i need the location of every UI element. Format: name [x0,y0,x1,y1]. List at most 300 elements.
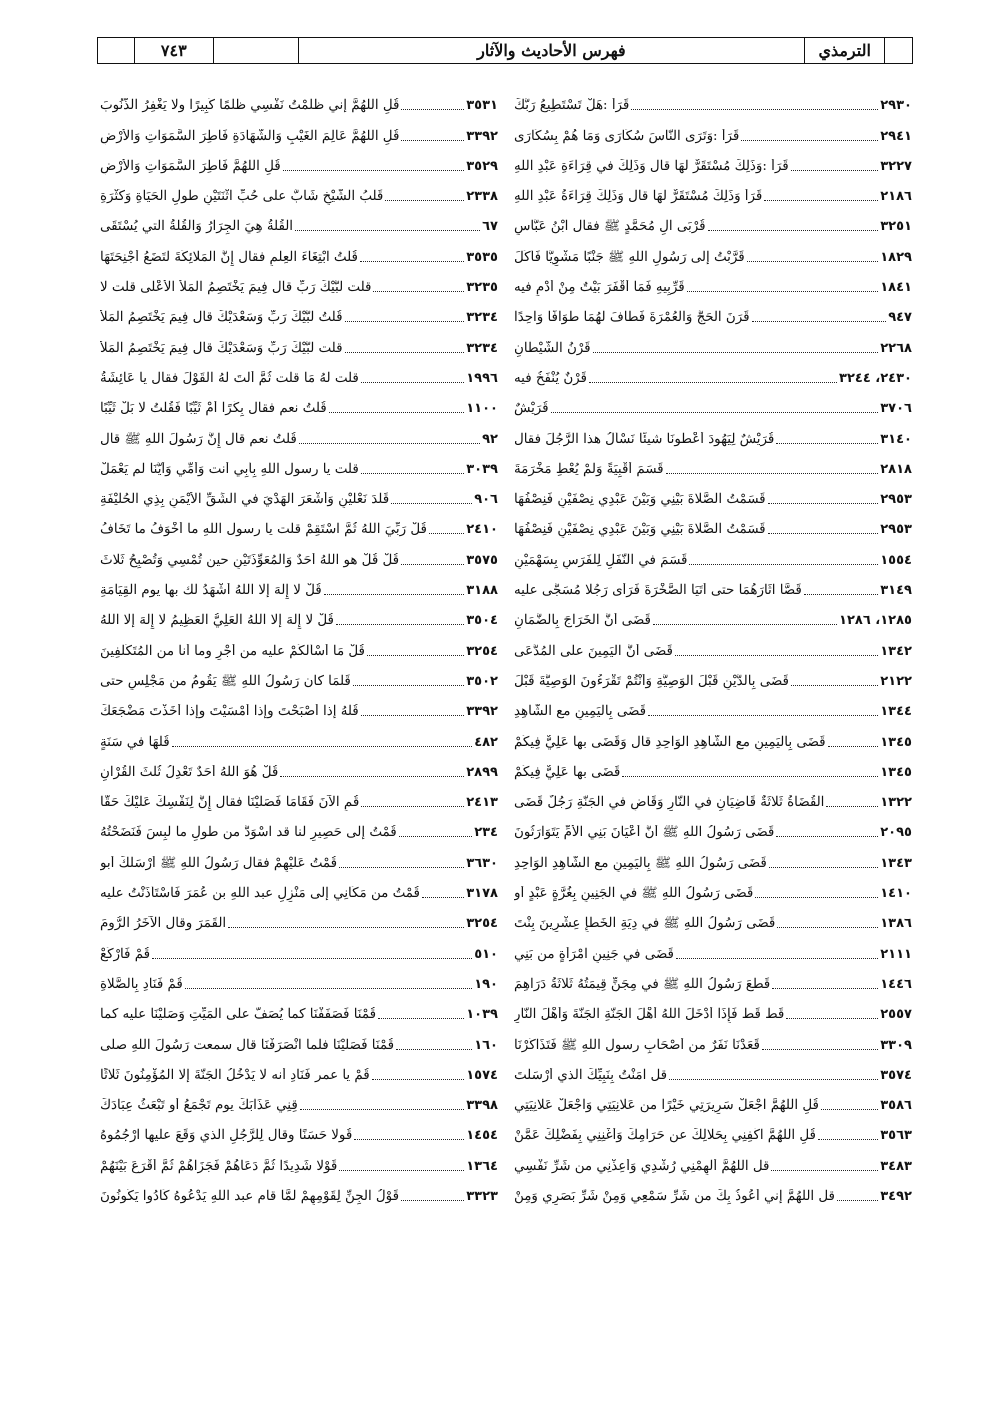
index-entry [100,1023,498,1053]
hadith-text: قَضَى أَنَّ الْخَرَاجَ بِالضَّمَانِ [514,613,651,629]
hadith-text: قل اللَّهُمَّ إني أَعُوذُ بِكَ من شَرِّ سَمْعِي وَمِنْ شَرِّ بَصَرِي وَمِنْ [514,1188,835,1204]
index-entry [514,963,912,993]
dot-leader [283,170,465,171]
dot-leader [786,1018,878,1019]
hadith-text: قُمْ فَارْكَعْ [100,946,151,962]
hadith-number: ١٣٤٤ [880,704,912,720]
dot-leader [361,382,464,383]
hadith-text: قُلْ هُوَ اللَّهُ أَحَدٌ تَعْدِلُ ثُلُثَ الْقُرْآنِ [100,764,279,780]
index-entry [100,84,498,114]
index-entry [100,235,498,265]
index-entry [100,963,498,993]
hadith-text: قُلْ مَا أَسْأَلُكُمْ عليه من أَجْرٍ وما أنا من الْمُتَكَلِّفِينَ [100,643,365,659]
index-entry [100,266,498,296]
hadith-text: قلت لَهُ مَا قلت ثُمَّ أَلْتَ لَهُ الْقَوْلَ فقال يا عَائِشَةُ [100,370,359,386]
index-entry [514,751,912,781]
page-title: فهرس الأحاديث والآثار [299,38,806,63]
hadith-number: ٥١٠ [474,946,498,962]
dot-leader [280,776,464,777]
hadith-text: قُلْتُ لَبَّيْكَ رَبِّ وَسَعْدَيْكَ قال فِيمَ يَخْتَصِمُ الْمَلَأُ [100,310,343,326]
hadith-text: قُلْ لَا إِلَهَ إلا اللَّهُ أَشْهَدُ لك بها يوم الْقِيَامَةِ [100,583,322,599]
dot-leader [373,291,464,292]
hadith-text: قُرَيْشٌ لِيَهُودَ أَعْطُونَا شيئًا نَسْأَلُ هذا الرَّجُلَ فقال [514,431,775,447]
hadith-number: ١٦٠ [474,1037,498,1053]
index-entry [100,538,498,568]
hadith-text: قَرْنُ الشَّيْطَانِ [514,340,591,356]
index-entry [514,781,912,811]
hadith-number: ١٣٤٢ [880,643,912,659]
dot-leader [336,624,464,625]
hadith-number: ١٣٨٦ [880,916,912,932]
hadith-number: ٣٢٥١ [880,219,912,235]
index-entry [100,902,498,932]
index-entry [514,538,912,568]
index-entry [100,296,498,326]
hadith-number: ١٣٤٣ [880,855,912,871]
hadith-text: قَطْ قَطْ فَإِذَا أَدْخَلَ اللَّهُ أَهْلَ الْجَنَّةِ الْجَنَّةَ وَأَهْلَ النَّارِ [514,1007,785,1023]
dot-leader [551,412,879,413]
hadith-number: ٣٢٣٤ [466,310,498,326]
header-cell-blank [214,38,299,63]
hadith-text: قَضَى بها عَلِيٌّ فِيكُمْ [514,764,621,780]
index-entry [514,932,912,962]
index-entry [514,569,912,599]
dot-leader [172,746,473,747]
dot-leader [669,1079,878,1080]
hadith-text: قَسَمْتُ الصَّلَاةَ بَيْنِي وَبَيْنَ عَبْدِي نِصْفَيْنِ فَنِصْفُهَا [514,492,766,508]
index-entry [100,1175,498,1205]
hadith-number: ١٣٤٥ [880,734,912,750]
dot-leader [741,140,878,141]
index-entry [514,1114,912,1144]
header-cell-blank-left [98,38,135,63]
hadith-number: ١٩٠ [474,976,498,992]
index-entry [514,841,912,871]
hadith-number: ٣٢٥٤ [466,916,498,932]
hadith-text: قَرَأَ :هَلْ تَسْتَطِيعُ رَبُّكَ [514,98,630,114]
dot-leader [401,109,464,110]
hadith-text: قُمْتُ عَلَيْهِمْ فقال رَسُولُ اللَّهِ ﷺ أَرْسَلَكَ أبو [100,855,338,871]
hadith-text: قَلَّدَ نَعْلَيْنِ وَأَشْعَرَ الْهَدْيَ في الشِّقِّ الْأَيْمَنِ بِذِي الْحُلَيْفَةِ [100,492,390,508]
index-entry [514,357,912,387]
dot-leader [675,655,878,656]
index-entry [100,175,498,205]
hadith-text: قُرْبَى آلِ مُحَمَّدٍ ﷺ فقال ابْنُ عَبَّاسٍ [514,219,706,235]
index-entry [100,932,498,962]
index-entry [100,478,498,508]
dot-leader [361,715,465,716]
index-entry [514,84,912,114]
dot-leader [339,867,464,868]
hadith-number: ١٣٢٢ [880,795,912,811]
left-column [100,84,498,1384]
dot-leader [771,1170,878,1171]
index-entry [514,205,912,235]
dot-leader [828,746,879,747]
index-entry [514,417,912,447]
dot-leader [826,806,878,807]
index-entry [514,448,912,478]
hadith-text: قُلْتُ نعم قال إِنَّ رَسُولَ اللَّهِ ﷺ قال [100,431,297,447]
dot-leader [777,927,878,928]
index-entry [514,629,912,659]
hadith-number: ٣٢٣٥ [466,280,498,296]
index-entry [514,266,912,296]
hadith-text: قُمْتُ إلى حَصِيرٍ لنا قد اسْوَدَّ من طُولِ ما لُبِسَ فَنَضَحْتُهُ [100,825,397,841]
hadith-number: ١٤١٠ [880,886,912,902]
hadith-number: ١٣٤٥ [880,764,912,780]
dot-leader [429,533,464,534]
hadith-text: قَصَّا آثَارَهُمَا حتى أَتَيَا الصَّخْرَةَ فَرَأَى رَجُلًا مُسَجًّى عليه [514,583,802,599]
dot-leader [589,382,837,383]
dot-leader [768,533,879,534]
hadith-text: قَضَى رَسُولُ اللَّهِ ﷺ أَنَّ أَعْيَانَ بَنِي الْأُمِّ يَتَوَارَثُونَ [514,825,775,841]
index-entry [514,478,912,508]
index-entry [514,114,912,144]
hadith-text: قَضَى في جَنِينِ امْرَأَةٍ من بَنِي [514,946,674,962]
hadith-text: قَوْلُ الْجِنِّ لِقَوْمِهِمْ لَمَّا قام عبد اللَّهِ يَدْعُوهُ كَادُوا يَكُونُونَ [100,1188,399,1204]
dot-leader [676,958,878,959]
hadith-number: ١٤٥٤ [466,1128,498,1144]
hadith-number: ٣٥٨٦ [880,1098,912,1114]
hadith-text: قُمِ الْآنَ فَقَامَا فَصَلَّيْنَا فقال إِنَّ لِنَفْسِكَ عَلَيْكَ حَقًّا [100,795,360,811]
dot-leader [367,655,464,656]
hadith-text: قَرِّبِيهِ فَمَا أَقْفَرَ بَيْتٌ مِنْ أُدْمٍ فيه [514,280,685,296]
dot-leader [324,594,465,595]
dot-leader [622,776,878,777]
hadith-number: ٣٥٣٥ [466,249,498,265]
index-entry [100,872,498,902]
hadith-number: ٢٣٤ [474,825,498,841]
hadith-text: قلت لَبَّيْكَ رَبِّ قال فِيمَ يَخْتَصِمُ الْمَلَأُ الْأَعْلَى قلت لا [100,280,372,296]
hadith-text: قلت لَبَّيْكَ رَبِّ وَسَعْدَيْكَ قال فِيمَ يَخْتَصِمُ الْمَلَأُ [100,340,343,356]
hadith-text: قَرَّبْتُ إلى رَسُولِ اللَّهِ ﷺ جَنْبًا مَشْوِيًّا فَأَكَلَ [514,249,745,265]
dot-leader [666,473,879,474]
dot-leader [768,503,879,504]
right-column [514,84,912,1384]
hadith-number: ٣٥٦٣ [880,1128,912,1144]
hadith-text: قَرَأَ :وَذَلِكَ مُسْتَقَرٌّ لَهَا قال وَذَلِكَ في قِرَاءَةِ عَبْدِ اللَّهِ [514,158,789,174]
hadith-number: ٣٢٢٧ [880,158,912,174]
hadith-number: ٩٠٦ [474,492,498,508]
hadith-number: ٢٤١٠ [466,522,498,538]
hadith-number: ٢٠٩٥ [880,825,912,841]
dot-leader [593,352,879,353]
hadith-number: ١٨٤١ [880,280,912,296]
hadith-number: ٣١٤٠ [880,431,912,447]
hadith-text: قُلْتُ ابْتِغَاءَ الْعِلْمِ فقال إِنَّ الْمَلَائِكَةَ لَتَضَعُ أَجْنِحَتَهَا [100,249,358,265]
hadith-text: قَرَنَ الْحَجَّ وَالْعُمْرَةَ فَطَافَ لَهُمَا طَوَافًا وَاحِدًا [514,310,750,326]
dot-leader [300,1109,465,1110]
hadith-number: ٣٣٩٢ [466,128,498,144]
index-entry [100,629,498,659]
hadith-text: قُمْنَا فَصَفَفْنَا كما يُصَفُّ على الْمَيِّتِ وَصَلَّيْنَا عليه كما [100,1007,376,1023]
hadith-text: قَسَمَ أَقْبِيَةً وَلَمْ يُعْطِ مَخْرَمَةَ [514,461,664,477]
index-entry [100,326,498,356]
index-entry [100,357,498,387]
index-entry [514,902,912,932]
hadith-text: قُلِ اللَّهُمَّ اكْفِنِي بِحَلَالِكَ عن حَرَامِكَ وَأَغْنِنِي بِفَضْلِكَ عَمَّنْ [514,1128,816,1144]
hadith-text: قُلِ اللَّهُمَّ عَالِمَ الْغَيْبِ وَالشَّهَادَةِ فَاطِرَ السَّمَوَاتِ وَالْأَرْضِ [100,128,400,144]
dot-leader [372,1079,465,1080]
index-entry [100,660,498,690]
dot-leader [821,1109,878,1110]
hadith-number: ٢١٢٢ [880,673,912,689]
hadith-text: قل اللَّهُمَّ أَلْهِمْنِي رُشْدِي وَأَعِذْنِي من شَرِّ نَفْسِي [514,1158,770,1174]
hadith-text: الْقُضَاةُ ثَلَاثَةٌ قَاضِيَانِ في النَّارِ وَقَاضٍ في الْجَنَّةِ رَجُلٌ قَضَى [514,795,825,811]
index-entry [100,508,498,538]
dot-leader [299,443,480,444]
index-entry [100,1054,498,1084]
hadith-number: ٣٥٢٩ [466,158,498,174]
hadith-number: ٣٥٠٢ [466,673,498,689]
hadith-text: قَلَّمَا كان رَسُولُ اللَّهِ ﷺ يَقُومُ من مَجْلِسٍ حتى [100,673,351,689]
dot-leader [152,958,472,959]
index-entry [100,993,498,1023]
hadith-number: ٢٩٥٣ [880,522,912,538]
dot-leader [818,1139,878,1140]
hadith-number: ٢٩٤١ [880,128,912,144]
hadith-number: ٣٣٠٩ [880,1037,912,1053]
dot-leader [708,230,879,231]
index-entry [100,690,498,720]
hadith-text: قَضَى رَسُولُ اللَّهِ ﷺ في دِيَةِ الْخَطَإِ عِشْرِينَ بِنْتَ [514,916,776,932]
index-entry [514,145,912,175]
hadith-number: ٣٣٩٢ [466,704,498,720]
dot-leader [345,352,465,353]
hadith-text: قُلْهُ إذا أَصْبَحْتَ وإذا أَمْسَيْتَ وإذا أَخَذْتَ مَضْجَعَكَ [100,704,359,720]
dot-leader [391,503,472,504]
dot-leader [747,261,879,262]
index-entry [100,841,498,871]
dot-leader [776,443,878,444]
hadith-text: قَطَعَ رَسُولُ اللَّهِ ﷺ في مِجَنٍّ قِيمَتُهُ ثَلَاثَةُ دَرَاهِمَ [514,976,771,992]
hadith-number: ٢٣٣٨ [466,189,498,205]
index-entry [514,296,912,326]
hadith-number: ٢٤١٣ [466,795,498,811]
index-entry [100,114,498,144]
dot-leader [354,1139,464,1140]
hadith-text: قُلْ رَبِّيَ اللَّهُ ثُمَّ اسْتَقِمْ قلت يا رسول اللَّهِ ما أَخْوَفُ ما تَخَافُ [100,522,427,538]
dot-leader [399,836,473,837]
index-entry [514,599,912,629]
hadith-number: ٣٠٣٩ [466,461,498,477]
index-entry [100,387,498,417]
hadith-number: ٤٨٢ [474,734,498,750]
hadith-text: قِنِي عَذَابَكَ يوم تَجْمَعُ أو تَبْعَثُ عِبَادَكَ [100,1098,298,1114]
hadith-number: ٣٢٣٤ [466,340,498,356]
hadith-number: ١٥٧٤ [466,1067,498,1083]
index-entry [100,720,498,750]
hadith-number: ١٣٦٤ [466,1158,498,1174]
dot-leader [228,927,464,928]
hadith-text: قَسَمَ في النَّفَلِ لِلْفَرَسِ بِسَهْمَيْنِ [514,552,688,568]
index-entry [514,1175,912,1205]
index-entry [514,811,912,841]
index-entry [514,690,912,720]
index-entry [514,660,912,690]
dot-leader [401,564,464,565]
hadith-number: ٣٤٨٣ [880,1158,912,1174]
index-entry [514,1023,912,1053]
header-cell-blank-right [885,38,912,63]
hadith-text: قَرْنٌ يُنْفَخُ فيه [514,370,587,386]
hadith-text: قَسَمْتُ الصَّلَاةَ بَيْنِي وَبَيْنَ عَبْدِي نِصْفَيْنِ فَنِصْفُهَا [514,522,766,538]
hadith-text: قُمْ فَنَادِ بِالصَّلَاةِ [100,976,183,992]
dot-leader [329,412,465,413]
hadith-text: قُولَا حَسَنًا وقال لِلرَّجُلِ الذي وَقَعَ عليها ارْجُمُوهُ [100,1128,353,1144]
hadith-number: ٩٢ [482,431,498,447]
hadith-number: ٢٥٥٧ [880,1007,912,1023]
hadith-text: قَوْلًا شَدِيدًا ثُمَّ دَعَاهُمْ فَجَزَاهُمْ ثُمَّ أَقْرَعَ بَيْنَهُمْ [100,1158,338,1174]
hadith-text: قُرَيْشٌ [514,401,549,417]
page-number: ٧٤٣ [135,38,214,63]
index-entry [514,175,912,205]
dot-leader [361,806,464,807]
hadith-text: قل آمَنْتُ بِنَبِيِّكَ الذي أَرْسَلْتَ [514,1067,668,1083]
hadith-text: قُلْهَا في سَنَةٍ [100,734,170,750]
hadith-text: قَضَى رَسُولُ اللَّهِ ﷺ بِالْيَمِينِ مع الشَّاهِدِ الْوَاحِدِ [514,855,767,871]
hadith-text: قلت يا رسول اللَّهِ بِأَبِي أنت وَأُمِّي وَأَيُّنَا لم يَعْمَلْ [100,461,359,477]
hadith-number: ٣١٨٨ [466,583,498,599]
hadith-number: ٦٧ [482,219,498,235]
hadith-number: ٢٤٣٠، ٣٢٤٤ [839,370,912,386]
hadith-text: قُلِ اللَّهُمَّ إني ظَلَمْتُ نَفْسِي ظُلْمًا كَبِيرًا ولا يَغْفِرُ الذُّنُوبَ [100,98,400,114]
hadith-number: ٣٣٩٨ [466,1098,498,1114]
hadith-text: قَضَى بِالْيَمِينِ مع الشَّاهِدِ الْوَاحِدِ قال وَقَضَى بها عَلِيٌّ فِيكُمْ [514,734,826,750]
hadith-text: قَضَى رَسُولُ اللَّهِ ﷺ في الْجَنِينِ بِغُرَّةٍ عَبْدٍ أو [514,886,754,902]
dot-leader [353,685,464,686]
index-entry [514,993,912,1023]
dot-leader [791,685,878,686]
hadith-number: ٢١١١ [880,946,912,962]
hadith-number: ٢٨١٨ [880,461,912,477]
hadith-number: ١١٠٠ [466,401,498,417]
book-title: الترمذي [805,38,885,63]
hadith-number: ٣٣٢٣ [466,1188,498,1204]
hadith-text: قَضَى أَنَّ الْيَمِينَ على الْمُدَّعَى [514,643,673,659]
dot-leader [648,715,878,716]
dot-leader [804,594,878,595]
hadith-text: قُلِ اللَّهُمَّ اجْعَلْ سَرِيرَتِي خَيْرًا من عَلَانِيَتِي وَاجْعَلْ عَلَانِيَتِي [514,1098,819,1114]
hadith-number: ٣٤٩٢ [880,1188,912,1204]
index-entry [514,235,912,265]
index-entry [100,448,498,478]
index-entry [100,1144,498,1174]
dot-leader [769,867,878,868]
hadith-number: ٣٥٧٤ [880,1067,912,1083]
dot-leader [776,836,878,837]
hadith-text: قَعَدْنَا نَفَرٌ من أَصْحَابِ رسول اللَّهِ ﷺ فَتَذَاكَرْنَا [514,1037,760,1053]
index-entry [100,599,498,629]
index-entry [514,508,912,538]
index-entry [514,720,912,750]
hadith-text: قُمْ يا عمر فَنَادِ أنه لا يَدْخُلُ الْجَنَّةَ إلا الْمُؤْمِنُونَ ثَلَاثًا [100,1067,370,1083]
index-entry [514,1144,912,1174]
index-entry [100,1084,498,1114]
hadith-number: ١٨٢٩ [880,249,912,265]
hadith-number: ١٩٩٦ [466,370,498,386]
hadith-text: قَرَأَ :وَتَرَى النَّاسَ سُكَارَى وَمَا هُمْ بِسُكَارَى [514,128,740,144]
index-entry [100,145,498,175]
hadith-number: ١٢٨٥، ١٢٨٦ [839,613,912,629]
index-columns [100,84,912,1384]
dot-leader [631,109,878,110]
hadith-text: قُمْتُ من مَكَانِي إلى مَنْزِلِ عبد اللَّهِ بن عُمَرَ فَاسْتَأْذَنْتُ عليه [100,886,420,902]
hadith-text: قُلْ قُلْ هو اللَّهُ أَحَدٌ وَالْمُعَوِّذَتَيْنِ حين تُمْسِي وَتُصْبِحُ ثَلَاثَ [100,552,400,568]
hadith-number: ٢٢٦٨ [880,340,912,356]
dot-leader [295,230,480,231]
hadith-number: ١٤٤٦ [880,976,912,992]
index-entry [514,1054,912,1084]
dot-leader [764,200,878,201]
dot-leader [361,473,464,474]
dot-leader [339,1170,464,1171]
hadith-number: ٣٦٣٠ [466,855,498,871]
dot-leader [791,170,879,171]
hadith-number: ٢٨٩٩ [466,764,498,780]
hadith-number: ٢١٨٦ [880,189,912,205]
dot-leader [401,140,464,141]
hadith-number: ٣٢٥٤ [466,643,498,659]
dot-leader [401,1200,464,1201]
hadith-text: قُمْنَا فَصَلَّيْنَا فلما انْصَرَفْنَا قال سمعت رَسُولَ اللَّهِ صلى [100,1037,395,1053]
dot-leader [385,200,464,201]
hadith-number: ٩٤٧ [888,310,912,326]
hadith-number: ٣١٤٩ [880,583,912,599]
index-entry [514,1084,912,1114]
dot-leader [422,897,464,898]
index-entry [100,811,498,841]
dot-leader [752,321,887,322]
dot-leader [837,1200,878,1201]
hadith-text: قُلْتُ نعم فقال بِكْرًا أَمْ ثَيِّبًا فَقُلْتُ لَا بَلْ ثَيِّبًا [100,401,327,417]
dot-leader [360,261,464,262]
dot-leader [687,291,879,292]
dot-leader [755,897,878,898]
index-entry [100,417,498,447]
dot-leader [396,1049,472,1050]
hadith-text: الْقَمَرَ وقال الْآخَرُ الرُّومَ [100,916,227,932]
index-entry [100,751,498,781]
index-entry [100,781,498,811]
dot-leader [378,1018,464,1019]
dot-leader [762,1049,878,1050]
hadith-text: قَلْبُ الشَّيْخِ شَابٌّ على حُبِّ اثْنَتَيْنِ طُولِ الْحَيَاةِ وَكَثْرَةِ [100,189,384,205]
dot-leader [185,988,472,989]
hadith-number: ٣٥٣١ [466,98,498,114]
index-entry [514,872,912,902]
hadith-number: ٣٧٠٦ [880,401,912,417]
hadith-number: ٣٥٧٥ [466,552,498,568]
hadith-text: قَضَى بِالدَّيْنِ قَبْلَ الْوَصِيَّةِ وَأَنْتُمْ تَقْرَءُونَ الْوَصِيَّةَ قَبْلَ [514,673,789,689]
hadith-number: ٣٥٠٤ [466,613,498,629]
hadith-number: ١٠٣٩ [466,1007,498,1023]
index-entry [100,205,498,235]
hadith-number: ١٥٥٤ [880,552,912,568]
index-entry [514,326,912,356]
dot-leader [345,321,465,322]
index-entry [100,569,498,599]
hadith-number: ٢٩٣٠ [880,98,912,114]
hadith-text: قُلْ لَا إِلَهَ إلا اللَّهُ الْعَلِيُّ الْعَظِيمُ لَا إِلَهَ إلا اللَّهُ [100,613,334,629]
hadith-text: قُلِ اللَّهُمَّ فَاطِرَ السَّمَوَاتِ وَالْأَرْضِ [100,158,281,174]
index-entry [100,1114,498,1144]
index-entry [514,387,912,417]
dot-leader [653,624,837,625]
hadith-number: ٢٩٥٣ [880,492,912,508]
hadith-number: ٣١٧٨ [466,886,498,902]
